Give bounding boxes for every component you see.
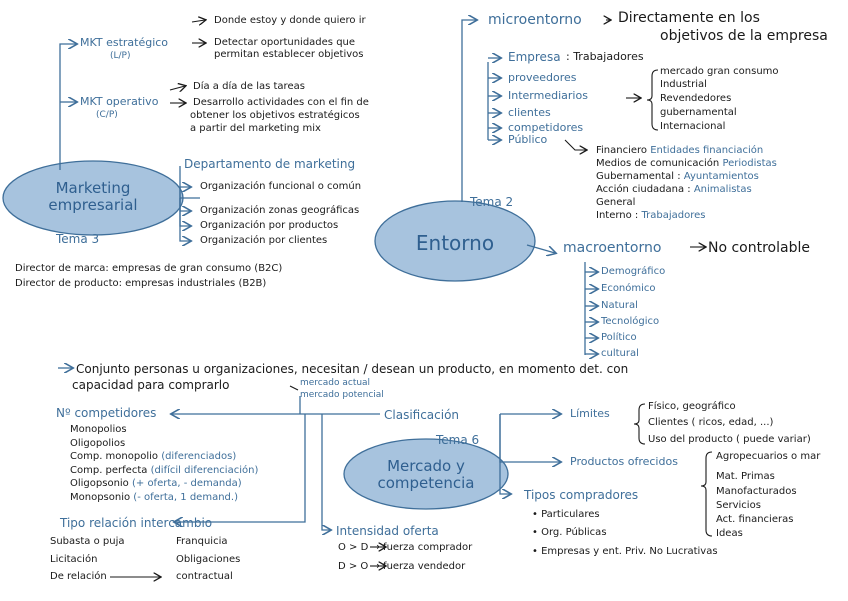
competidores-item-label: Oligopsonio xyxy=(70,478,132,489)
publico-item xyxy=(596,157,846,170)
publico-item-label: Financiero xyxy=(596,145,651,156)
departamento-item-2: Organización zonas geográficas xyxy=(200,205,360,216)
mercado-definicion-1: Conjunto personas u organizaciones, necesitan / desean un producto, en momento det. con xyxy=(76,362,629,376)
competidores-list xyxy=(70,423,310,504)
competidores-item xyxy=(70,464,310,478)
competidores-item-label: Comp. monopolio xyxy=(70,451,162,462)
marketing-center-line2: empresarial xyxy=(48,196,138,214)
competidores-item-label: Comp. perfecta xyxy=(70,464,151,476)
publicos-list xyxy=(596,144,846,222)
mercado-tipo-2: Industrial xyxy=(660,79,707,90)
publico-item-label: Medios de comunicación xyxy=(596,158,723,169)
publico-item xyxy=(596,144,846,157)
mercado-potencial: mercado potencial xyxy=(300,390,384,400)
clasificacion-label: Clasificación xyxy=(384,408,460,422)
departamento-item-1: Organización funcional o común xyxy=(200,181,362,192)
mkt-operativo-item-3: obtener los objetivos estratégicos xyxy=(190,110,360,121)
mercado-tema: Tema 6 xyxy=(436,433,480,447)
relacion-right-3: contractual xyxy=(176,571,233,582)
competidores-item xyxy=(70,423,310,437)
intensidad-title: Intensidad oferta xyxy=(336,524,439,538)
limites-item-2: Clientes ( ricos, edad, ...) xyxy=(648,417,774,428)
relacion-left-1: Subasta o puja xyxy=(50,536,125,547)
limites-item-3: Uso del producto ( puede variar) xyxy=(648,434,811,445)
publico-item-value: Ayuntamientos xyxy=(683,171,759,182)
publico-item-label: Acción ciudadana : xyxy=(596,184,694,195)
competidores-item xyxy=(70,450,310,464)
productos-item-1: Agropecuarios o mar xyxy=(716,451,821,462)
competidores-item xyxy=(70,477,310,491)
marketing-center-line1: Marketing xyxy=(55,179,131,197)
micro-empresa: Empresa xyxy=(508,50,561,64)
compradores-item-1-text: Particulares xyxy=(541,509,600,520)
mkt-operativo-item-2: Desarrollo actividades con el fin de xyxy=(193,97,369,108)
mkt-estrategico-plazo: (L/P) xyxy=(110,51,131,61)
competidores-item xyxy=(70,491,310,505)
compradores-item-3-text: Empresas y ent. Priv. No Lucrativas xyxy=(541,546,718,557)
competidores-item-label: Monopsonio xyxy=(70,491,134,503)
micro-proveedores: proveedores xyxy=(508,71,577,84)
director-marca: Director de marca: empresas de gran consumo (B2C) xyxy=(15,263,283,274)
mkt-operativo-plazo: (C/P) xyxy=(96,110,118,120)
tipos-compradores-title: Tipos compradores xyxy=(524,488,639,502)
mercado-definicion-2: capacidad para comprarlo xyxy=(72,378,230,392)
departamento-title: Departamento de marketing xyxy=(184,157,356,171)
productos-item-2: Mat. Primas xyxy=(716,471,775,482)
macroentorno-desc: No controlable xyxy=(708,240,810,256)
relacion-right-2: Obligaciones xyxy=(176,554,241,565)
departamento-item-3: Organización por productos xyxy=(200,220,339,231)
publico-item xyxy=(596,183,846,196)
competidores-item-label: Monopolios xyxy=(70,424,127,435)
macro-item-3: Natural xyxy=(601,300,638,311)
competidores-item-label: Oligopolios xyxy=(70,437,126,449)
departamento-item-4: Organización por clientes xyxy=(200,235,328,246)
relacion-left-3: De relación xyxy=(50,571,107,582)
publico-item-value: Animalistas xyxy=(693,184,752,195)
macro-item-5: Político xyxy=(601,332,637,343)
mkt-operativo-label: MKT operativo xyxy=(80,95,159,108)
micro-clientes: clientes xyxy=(508,106,551,119)
productos-item-6: Ideas xyxy=(716,528,743,539)
mercado-tipo-5: Internacional xyxy=(660,121,726,132)
mercado-center-line1: Mercado y xyxy=(387,457,465,475)
competidores-item-note: (difícil diferenciación) xyxy=(150,464,259,476)
mkt-operativo-item-4: a partir del marketing mix xyxy=(190,123,321,134)
compradores-item-1: • Particulares xyxy=(532,509,600,520)
compradores-item-2-text: Org. Públicas xyxy=(541,527,607,538)
productos-title: Productos ofrecidos xyxy=(570,455,678,468)
relacion-right-1: Franquicia xyxy=(176,536,228,547)
macro-item-2: Económico xyxy=(601,283,656,294)
publico-item-value: Entidades financiación xyxy=(650,145,764,156)
mkt-operativo-item-1: Día a día de las tareas xyxy=(193,81,305,92)
publico-item-value: Periodistas xyxy=(722,158,777,169)
mercado-actual: mercado actual xyxy=(300,378,371,388)
microentorno-title: microentorno xyxy=(488,12,582,28)
competidores-item-note: (+ oferta, - demanda) xyxy=(131,478,242,489)
mercado-tipo-1: mercado gran consumo xyxy=(660,66,779,77)
mkt-estrategico-label: MKT estratégico xyxy=(80,36,169,49)
director-producto: Director de producto: empresas industriales (B2B) xyxy=(15,278,267,289)
compradores-item-2: • Org. Públicas xyxy=(532,527,607,538)
intensidad-item-1: O > D → fuerza comprador xyxy=(338,542,473,553)
competidores-item-note: (- oferta, 1 demand.) xyxy=(133,491,238,503)
publico-item-value: Trabajadores xyxy=(641,210,706,221)
mercado-tipo-4: gubernamental xyxy=(660,107,737,118)
micro-publico: Público xyxy=(508,133,548,146)
macro-item-4: Tecnológico xyxy=(601,316,660,327)
productos-item-5: Act. financieras xyxy=(716,514,794,525)
micro-empresa-desc: : Trabajadores xyxy=(566,50,644,63)
publico-item-label: Interno : xyxy=(596,210,642,221)
marketing-center-label xyxy=(10,180,176,214)
productos-item-4: Servicios xyxy=(716,500,761,511)
relacion-left-2: Licitación xyxy=(50,554,98,565)
limites-title: Límites xyxy=(570,407,610,420)
n-competidores-title: Nº competidores xyxy=(56,406,157,420)
micro-competidores: competidores xyxy=(508,121,584,134)
mercado-tipo-3: Revendedores xyxy=(660,93,732,104)
compradores-item-3: • Empresas y ent. Priv. No Lucrativas xyxy=(532,546,718,557)
publico-item xyxy=(596,196,846,209)
competidores-item xyxy=(70,437,310,451)
productos-item-3: Manofacturados xyxy=(716,486,797,497)
mercado-center-label xyxy=(346,458,506,492)
publico-item-label: Gubernamental : xyxy=(596,171,684,182)
marketing-tema: Tema 3 xyxy=(56,232,100,246)
mkt-estrategico-item-2: Detectar oportunidades que xyxy=(214,37,356,48)
competidores-item-note: (diferenciados) xyxy=(161,451,237,462)
publico-item xyxy=(596,209,846,222)
mkt-estrategico-item-1: Donde estoy y donde quiero ir xyxy=(214,15,366,26)
macroentorno-title: macroentorno xyxy=(563,240,662,256)
macro-item-1: Demográfico xyxy=(601,266,666,277)
microentorno-desc-1: Directamente en los xyxy=(618,10,760,26)
tipo-relacion-title: Tipo relación intercambio xyxy=(60,516,213,530)
intensidad-item-2: D > O → fuerza vendedor xyxy=(338,561,466,572)
limites-item-1: Físico, geográfico xyxy=(648,401,736,412)
mercado-center-line2: competencia xyxy=(377,474,475,492)
macro-item-6: cultural xyxy=(601,348,639,359)
publico-item-label: General xyxy=(596,197,636,208)
entorno-center-label: Entorno xyxy=(415,231,495,255)
microentorno-desc-2: objetivos de la empresa xyxy=(660,28,828,44)
publico-item xyxy=(596,170,846,183)
micro-intermediarios: Intermediarios xyxy=(508,89,588,102)
entorno-tema: Tema 2 xyxy=(470,195,514,209)
mkt-estrategico-item-3: permitan establecer objetivos xyxy=(214,49,364,60)
